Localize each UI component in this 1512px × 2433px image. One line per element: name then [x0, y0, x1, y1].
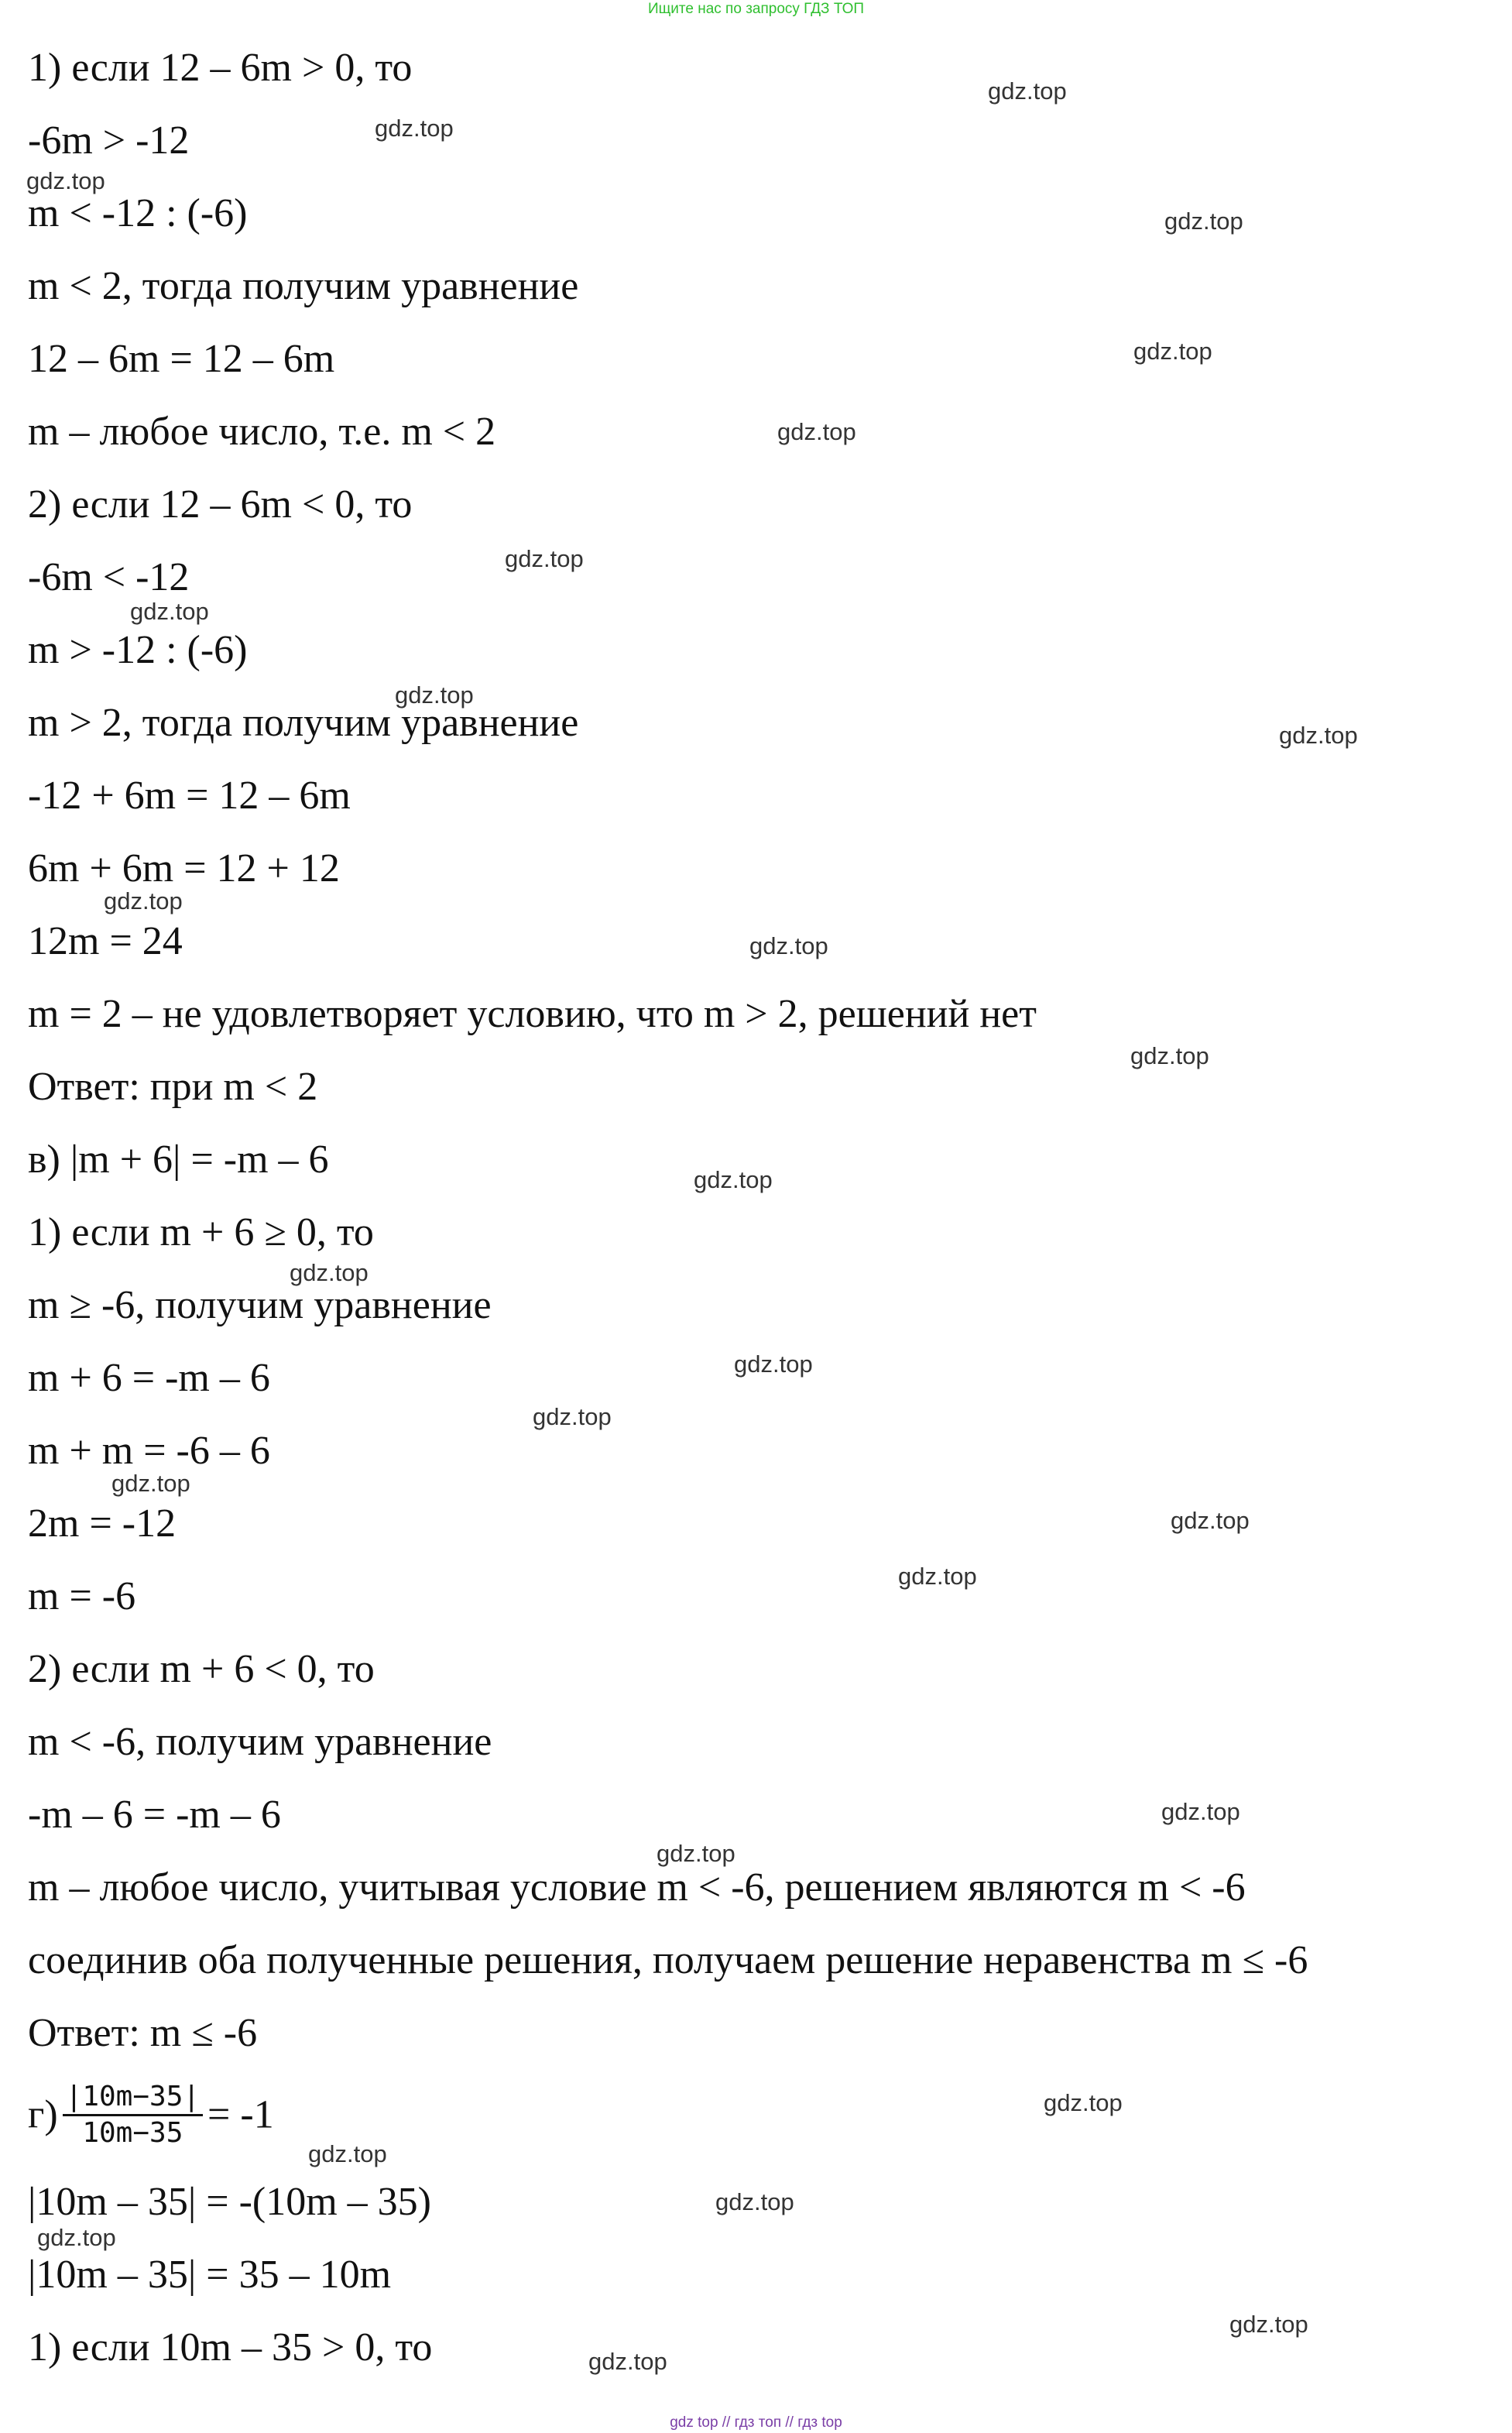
solution-line: 2) если 12 – 6m < 0, то — [28, 482, 413, 527]
solution-line: 6m + 6m = 12 + 12 — [28, 846, 340, 890]
solution-line: |10m – 35| = 35 – 10m — [28, 2253, 392, 2297]
solution-line: m > -12 : (-6) — [28, 628, 248, 672]
solution-line: соединив оба полученные решения, получаем решение неравенства m ≤ -6 — [28, 1938, 1308, 1982]
solution-line: 1) если 12 – 6m > 0, то — [28, 46, 413, 90]
watermark: gdz.top — [37, 2224, 116, 2251]
fraction-suffix: = -1 — [207, 2092, 274, 2137]
watermark: gdz.top — [1130, 1042, 1209, 1069]
solution-line: 1) если 10m – 35 > 0, то — [28, 2325, 433, 2370]
watermark: gdz.top — [1229, 2311, 1308, 2338]
watermark: gdz.top — [588, 2348, 667, 2375]
watermark: gdz.top — [26, 167, 105, 194]
watermark: gdz.top — [694, 1166, 773, 1193]
solution-line: m < 2, тогда получим уравнение — [28, 264, 579, 308]
watermark: gdz.top — [749, 932, 828, 959]
watermark: gdz.top — [715, 2188, 794, 2215]
solution-line: 12m = 24 — [28, 919, 183, 963]
answer-line: Ответ: m ≤ -6 — [28, 2011, 258, 2055]
fraction-numerator: |10m−35| — [63, 2080, 203, 2116]
solution-line: -12 + 6m = 12 – 6m — [28, 774, 351, 818]
watermark: gdz.top — [1161, 1798, 1240, 1825]
watermark: gdz.top — [1164, 208, 1243, 235]
watermark: gdz.top — [104, 887, 183, 915]
watermark: gdz.top — [130, 598, 209, 625]
solution-line: m < -12 : (-6) — [28, 191, 248, 235]
solution-line: -6m < -12 — [28, 555, 190, 599]
solution-line: m + 6 = -m – 6 — [28, 1356, 270, 1400]
answer-line: Ответ: при m < 2 — [28, 1065, 318, 1109]
watermark: gdz.top — [734, 1350, 813, 1378]
solution-line: 12 – 6m = 12 – 6m — [28, 337, 335, 381]
watermark: gdz.top — [111, 1470, 190, 1497]
solution-line: m = -6 — [28, 1574, 136, 1618]
search-banner: Ищите нас по запросу ГДЗ ТОП — [647, 1, 865, 17]
watermark: gdz.top — [1133, 338, 1212, 365]
solution-line: в) |m + 6| = -m – 6 — [28, 1138, 329, 1182]
watermark: gdz.top — [657, 1840, 735, 1867]
footer-links: gdz top // гдз топ // гдз top — [670, 2414, 842, 2431]
solution-line: 2) если m + 6 < 0, то — [28, 1647, 375, 1691]
fraction-equation — [28, 2083, 274, 2153]
solution-line: m > 2, тогда получим уравнение — [28, 701, 579, 745]
watermark: gdz.top — [1044, 2089, 1123, 2116]
solution-line: m ≥ -6, получим уравнение — [28, 1283, 492, 1327]
solution-line: -m – 6 = -m – 6 — [28, 1793, 281, 1837]
watermark: gdz.top — [988, 77, 1067, 105]
watermark: gdz.top — [395, 681, 474, 709]
fraction-prefix: г) — [28, 2092, 58, 2137]
solution-line: m < -6, получим уравнение — [28, 1720, 492, 1764]
solution-line: m + m = -6 – 6 — [28, 1429, 270, 1473]
watermark: gdz.top — [290, 1259, 369, 1286]
watermark: gdz.top — [1279, 722, 1358, 749]
watermark: gdz.top — [505, 545, 584, 572]
solution-line: m – любое число, учитывая условие m < -6, решением являются m < -6 — [28, 1865, 1246, 1910]
watermark: gdz.top — [1171, 1507, 1250, 1534]
solution-line: 1) если m + 6 ≥ 0, то — [28, 1210, 374, 1254]
solution-line: m = 2 – не удовлетворяет условию, что m > 2, решений нет — [28, 992, 1037, 1036]
watermark: gdz.top — [898, 1563, 977, 1590]
watermark: gdz.top — [375, 115, 454, 142]
solution-line: |10m – 35| = -(10m – 35) — [28, 2180, 431, 2224]
solution-line: 2m = -12 — [28, 1501, 177, 1546]
watermark: gdz.top — [777, 418, 856, 445]
watermark: gdz.top — [308, 2140, 387, 2167]
solution-line: -6m > -12 — [28, 118, 190, 163]
fraction — [63, 2080, 203, 2150]
watermark: gdz.top — [533, 1403, 612, 1430]
solution-line: m – любое число, т.е. m < 2 — [28, 410, 496, 454]
fraction-denominator: 10m−35 — [82, 2117, 183, 2149]
